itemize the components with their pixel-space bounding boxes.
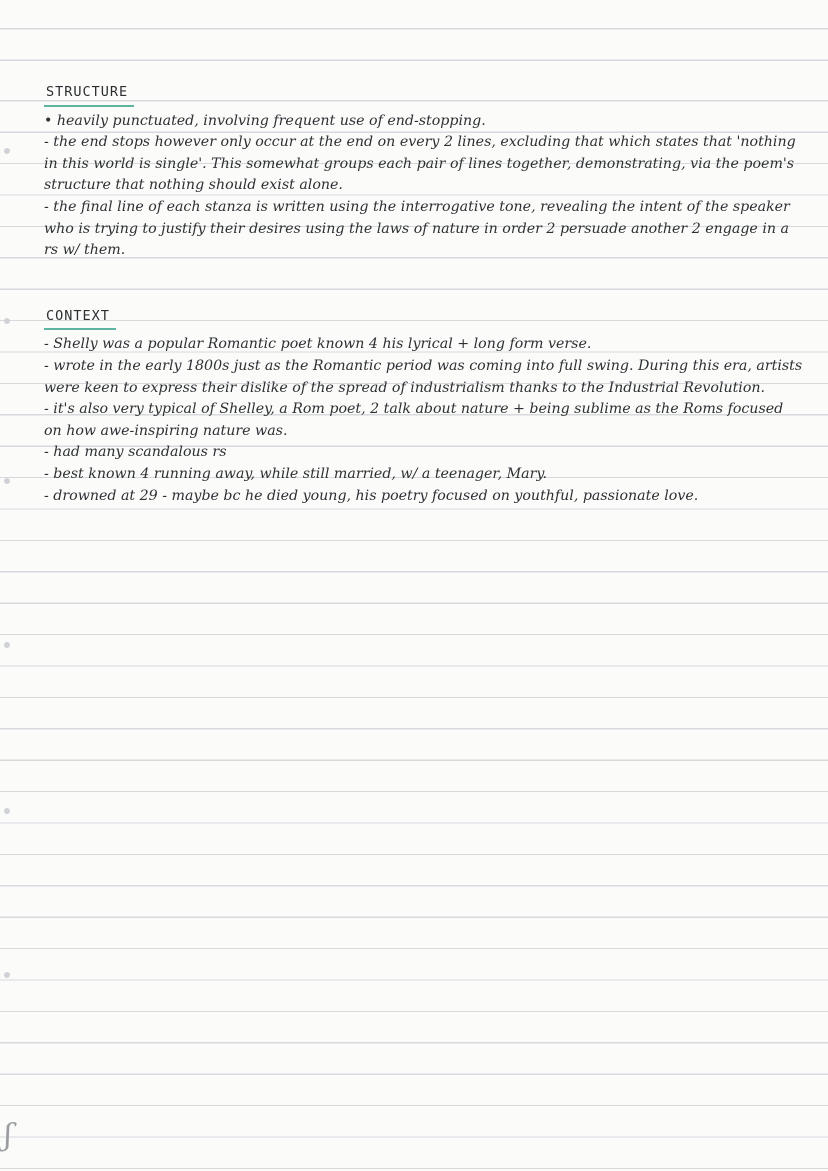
context-note: - best known 4 running away, while still married, w/ a teenager, Mary. <box>44 465 548 482</box>
margin-mark <box>4 642 10 648</box>
margin-mark <box>4 148 10 154</box>
context-section <box>44 306 804 507</box>
structure-heading: STRUCTURE <box>44 82 134 107</box>
structure-section <box>44 82 804 262</box>
page-margin <box>0 0 20 1171</box>
structure-note: • heavily punctuated, involving frequent use of end-stopping. <box>44 112 486 129</box>
context-note: - wrote in the early 1800s just as the Romantic period was coming into full swing. During this era, artists were keen to express their dislike of the spread of industrialism thanks to the Industrial Revolution. <box>44 357 803 396</box>
margin-mark <box>4 318 10 324</box>
margin-mark <box>4 478 10 484</box>
context-heading: CONTEXT <box>44 306 116 331</box>
context-note: - it's also very typical of Shelley, a Rom poet, 2 talk about nature + being sublime as the Roms focused on how awe-inspiring nature was. <box>44 401 784 439</box>
structure-note: - the final line of each stanza is written using the interrogative tone, revealing the intent of the speaker who is trying to justify their desires using the laws of nature in order 2 persuade another 2 engage in a rs w/ them. <box>44 198 790 259</box>
margin-curl-mark: ʃ <box>4 1118 13 1153</box>
context-note: - Shelly was a popular Romantic poet known 4 his lyrical + long form verse. <box>44 336 592 353</box>
margin-mark <box>4 808 10 814</box>
context-note: - drowned at 29 - maybe bc he died young, his poetry focused on youthful, passionate love. <box>44 487 699 504</box>
handwritten-notes <box>44 82 804 507</box>
margin-mark <box>4 972 10 978</box>
structure-note: - the end stops however only occur at the end on every 2 lines, excluding that which states that 'nothing in this world is single'. This somewhat groups each pair of lines together, demonstrating, via the poem's structure that nothing should exist alone. <box>44 134 796 194</box>
context-note: - had many scandalous rs <box>44 444 227 461</box>
